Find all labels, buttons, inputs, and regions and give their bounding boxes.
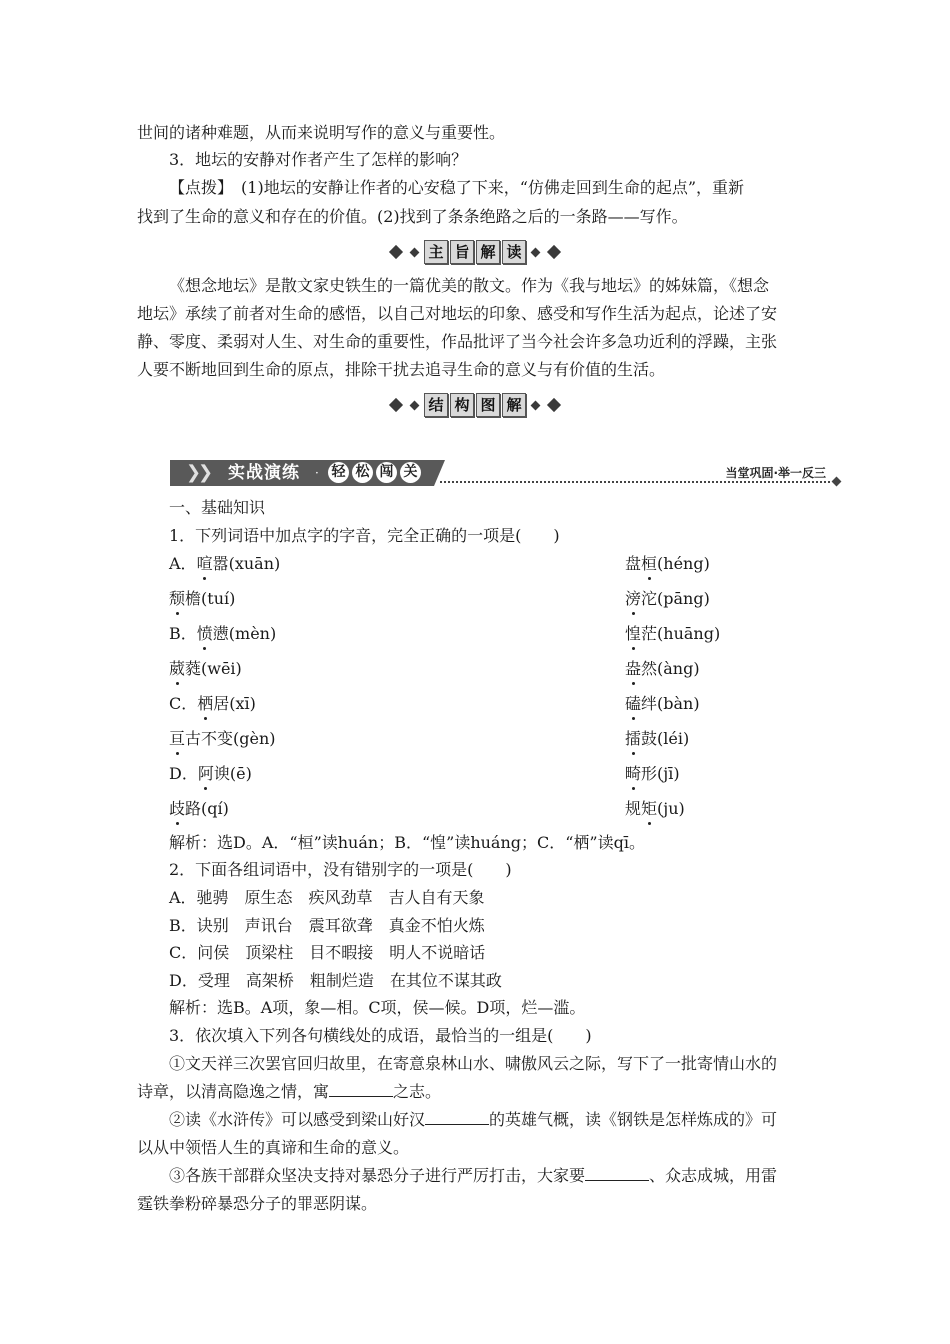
banner-subtitle bbox=[328, 462, 424, 483]
section-heading-structure bbox=[0, 390, 950, 420]
q1-option-row bbox=[137, 690, 847, 717]
heading-char: 读 bbox=[502, 240, 526, 264]
dotted-char: 滂 bbox=[625, 585, 641, 612]
dotted-char: 歧 bbox=[169, 795, 185, 822]
hint-line-2: 找到了生命的意义和存在的价值。(2)找到了条条绝路之后的一条路——写作。 bbox=[137, 207, 688, 226]
q1-right-item bbox=[625, 550, 710, 577]
word-text: 居(xī) bbox=[213, 694, 256, 713]
word-text: 然(àng) bbox=[641, 659, 700, 678]
diamond-icon bbox=[531, 247, 541, 257]
dotted-char: 葳 bbox=[169, 655, 185, 682]
q1-option-row bbox=[137, 655, 847, 682]
question-3-stem: 3．地坛的安静对作者产生了怎样的影响？ bbox=[169, 150, 468, 169]
diamond-icon bbox=[389, 245, 403, 259]
sentence-text: 的英雄气概，读《钢铁是怎样炼成的》可 bbox=[489, 1110, 778, 1129]
diamond-icon bbox=[531, 400, 541, 410]
word-text: 鼓(léi) bbox=[641, 729, 690, 748]
banner-title: 实战演练 bbox=[228, 463, 300, 483]
dotted-char: 擂 bbox=[625, 725, 641, 752]
dotted-char: 颓 bbox=[169, 585, 185, 612]
word-text: 茫(huāng) bbox=[641, 624, 721, 643]
banner-separator: · bbox=[315, 466, 319, 480]
hint-label: 【点拨】 bbox=[169, 178, 226, 197]
heading-char: 构 bbox=[450, 393, 474, 417]
fill-blank bbox=[585, 1164, 649, 1181]
theme-line-2: 地坛》承续了前者对生命的感悟，以自己对地坛的印象、感受和写作生活为起点，论述了安 bbox=[137, 304, 778, 323]
dotted-char: 盎 bbox=[625, 655, 641, 682]
word-text: 形(jī) bbox=[641, 764, 680, 783]
dotted-char: 磕 bbox=[625, 690, 641, 717]
q1-right-item bbox=[625, 620, 720, 647]
option-letter: A． bbox=[169, 554, 197, 573]
option-letter: D． bbox=[169, 764, 198, 783]
word-text: 沱(pāng) bbox=[641, 589, 710, 608]
word-text: 规 bbox=[625, 799, 642, 818]
q1-right-item bbox=[625, 760, 680, 787]
theme-line-4: 人要不断地回到生命的原点，排除干扰去追寻生命的意义与有价值的生活。 bbox=[137, 360, 666, 379]
hint-text-1: (1)地坛的安静让作者的心安稳了下来，“仿佛走回到生命的起点”，重新 bbox=[241, 178, 745, 197]
paragraph-continuation: 世间的诸种难题，从而来说明写作的意义与重要性。 bbox=[137, 123, 506, 142]
dotted-char: 阿 bbox=[198, 760, 214, 787]
banner-sub-char: 轻 bbox=[328, 462, 349, 483]
q1-right-item bbox=[625, 690, 700, 717]
diamond-icon bbox=[410, 247, 420, 257]
q3-sentence-2-line-2: 以从中领悟人生的真谛和生命的意义。 bbox=[137, 1138, 410, 1157]
word-text: 嚣(xuān) bbox=[212, 554, 281, 573]
q1-option-row bbox=[137, 620, 847, 647]
word-text: 檐(tuí) bbox=[185, 589, 236, 608]
word-text: 懑(mèn) bbox=[212, 624, 277, 643]
q3-sentence-3-line-1 bbox=[137, 1162, 847, 1189]
q2-stem: 2．下面各组词语中，没有错别字的一项是( ) bbox=[169, 860, 512, 879]
theme-line-1: 《想念地坛》是散文家史铁生的一篇优美的散文。作为《我与地坛》的姊妹篇，《想念 bbox=[169, 276, 770, 295]
diamond-icon bbox=[832, 477, 842, 487]
q1-option-row bbox=[137, 725, 847, 752]
q2-option: D．受理 高架桥 粗制烂造 在其位不谋其政 bbox=[169, 971, 502, 990]
fill-blank bbox=[329, 1080, 393, 1097]
banner-sub-char: 闯 bbox=[376, 462, 397, 483]
basics-heading: 一、基础知识 bbox=[169, 498, 266, 517]
word-text: 盘 bbox=[625, 554, 642, 573]
diamond-icon bbox=[547, 245, 561, 259]
practice-banner bbox=[170, 460, 840, 486]
q1-option-row bbox=[137, 760, 847, 787]
q1-option-row bbox=[137, 550, 847, 577]
q3-sentence-1-line-2 bbox=[137, 1078, 815, 1105]
dotted-char: 桓 bbox=[641, 550, 657, 577]
word-text: 蕤(wēi) bbox=[185, 659, 242, 678]
sentence-text: ②读《水浒传》可以感受到梁山好汉 bbox=[169, 1110, 426, 1129]
heading-char: 解 bbox=[476, 240, 500, 264]
diamond-icon bbox=[547, 398, 561, 412]
q1-analysis: 解析：选D。A．“桓”读huán；B．“惶”读huáng；C．“栖”读qī。 bbox=[169, 833, 645, 852]
banner-sub-char: 关 bbox=[400, 462, 421, 483]
banner-dotted-rule bbox=[440, 481, 830, 483]
heading-char: 旨 bbox=[450, 240, 474, 264]
word-text: (ju) bbox=[657, 799, 685, 818]
dotted-char: 愤 bbox=[197, 620, 213, 647]
heading-char: 图 bbox=[476, 393, 500, 417]
banner-right-label: 当堂巩固·举一反三 bbox=[725, 466, 826, 480]
diamond-icon bbox=[389, 398, 403, 412]
q2-analysis: 解析：选B。A项，象—相。C项，侯—候。D项，烂—滥。 bbox=[169, 998, 586, 1017]
fill-blank bbox=[425, 1108, 489, 1125]
dotted-char: 栖 bbox=[197, 690, 213, 717]
q1-right-item bbox=[625, 725, 689, 752]
option-letter: B． bbox=[169, 624, 197, 643]
diamond-icon bbox=[410, 400, 420, 410]
q3-stem: 3．依次填入下列各句横线处的成语，最恰当的一组是( ) bbox=[169, 1026, 592, 1045]
q1-right-item bbox=[625, 795, 685, 822]
chevron-right-icon: ❯ bbox=[198, 462, 214, 483]
dotted-char: 畸 bbox=[625, 760, 641, 787]
option-letter: C． bbox=[169, 694, 198, 713]
word-text: 绊(bàn) bbox=[641, 694, 700, 713]
dotted-char: 亘 bbox=[169, 725, 185, 752]
q2-option: B．诀别 声讯台 震耳欲聋 真金不怕火炼 bbox=[169, 916, 485, 935]
sentence-text: 诗章，以清高隐逸之情，寓 bbox=[137, 1082, 330, 1101]
q1-option-row bbox=[137, 585, 847, 612]
theme-line-3: 静、零度、柔弱对人生、对生命的重要性，作品批评了当今社会许多急功近利的浮躁，主张 bbox=[137, 332, 778, 351]
word-text: 谀(ē) bbox=[213, 764, 252, 783]
q3-sentence-1-line-1: ①文天祥三次罢官回归故里，在寄意泉林山水、啸傲风云之际，写下了一批寄情山水的 bbox=[169, 1054, 778, 1073]
heading-char: 解 bbox=[502, 393, 526, 417]
q3-sentence-3-line-2: 霆铁拳粉碎暴恐分子的罪恶阴谋。 bbox=[137, 1194, 378, 1213]
heading-char: 主 bbox=[424, 240, 448, 264]
word-text: (héng) bbox=[657, 554, 710, 573]
sentence-text: 之志。 bbox=[393, 1082, 442, 1101]
q1-option-row bbox=[137, 795, 847, 822]
section-heading-theme bbox=[0, 237, 950, 267]
q1-stem: 1．下列词语中加点字的字音，完全正确的一项是( ) bbox=[169, 526, 560, 545]
dotted-char: 矩 bbox=[641, 795, 657, 822]
banner-sub-char: 松 bbox=[352, 462, 373, 483]
q3-sentence-2-line-1 bbox=[137, 1106, 847, 1133]
sentence-text: 、众志成城，用雷 bbox=[649, 1166, 778, 1185]
dotted-char: 惶 bbox=[625, 620, 641, 647]
q2-option: C．问侯 顶梁柱 目不暇接 明人不说暗话 bbox=[169, 943, 486, 962]
q2-option: A．驰骋 原生态 疾风劲草 吉人自有天象 bbox=[169, 888, 485, 907]
sentence-text: ③各族干部群众坚决支持对暴恐分子进行严厉打击，大家要 bbox=[169, 1166, 586, 1185]
q1-right-item bbox=[625, 585, 710, 612]
word-text: 古不变(gèn) bbox=[185, 729, 276, 748]
word-text: 路(qí) bbox=[185, 799, 229, 818]
q1-right-item bbox=[625, 655, 700, 682]
chevron-right-icon: ❯ bbox=[186, 462, 202, 483]
heading-char: 结 bbox=[424, 393, 448, 417]
hint-line-1 bbox=[137, 174, 847, 201]
dotted-char: 喧 bbox=[197, 550, 213, 577]
